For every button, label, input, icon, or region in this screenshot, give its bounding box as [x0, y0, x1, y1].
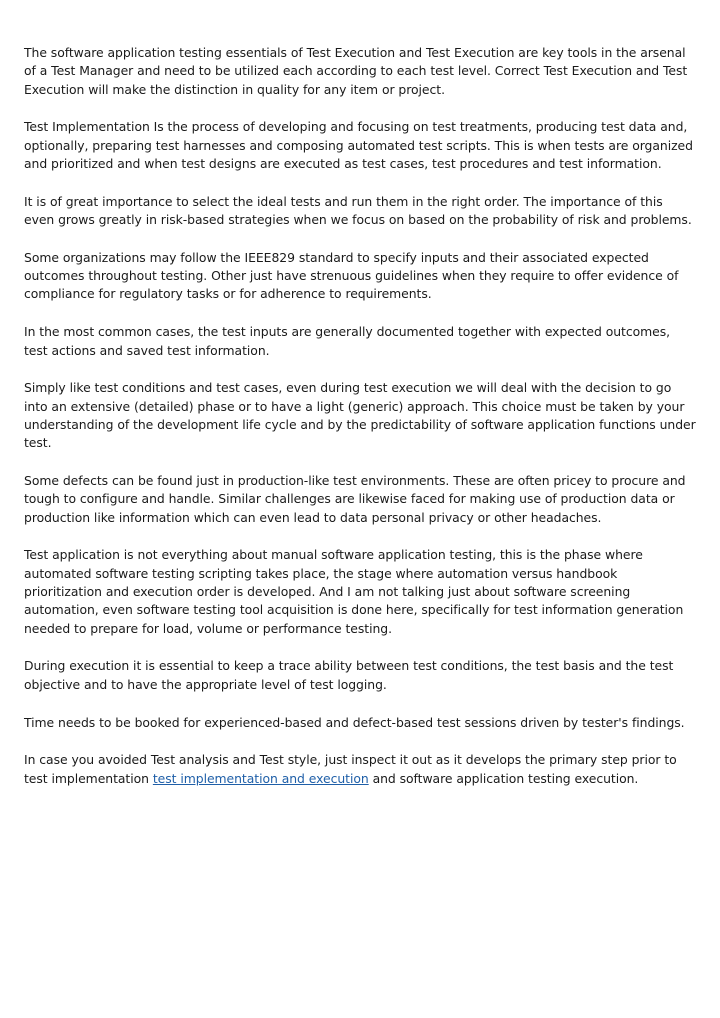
- paragraph-automation: Test application is not everything about manual software application testing, this is the phase where automated software testing scripting takes place, the stage where automation versus handbook prioritization and execution order is developed. And I am not talking just about software screening automation, even software testing tool acquisition is done here, specifically for test information generation needed to prepare for load, volume or performance testing.: [24, 547, 684, 636]
- paragraph-test-conditions: Simply like test conditions and test cases, even during test execution we will deal with the decision to go into an extensive (detailed) phase or to have a light (generic) approach. This choice must be taken by your understanding of the development life cycle and by the predictability of software application functions under test.: [24, 380, 696, 451]
- article-body: [24, 44, 696, 807]
- paragraph-intro: The software application testing essentials of Test Execution and Test Execution are key tools in the arsenal of a Test Manager and need to be utilized each according to each test level. Correct Test Execution and Test Execution will make the distinction in quality for any item or project.: [24, 45, 688, 97]
- paragraph-traceability: During execution it is essential to keep a trace ability between test conditions, the test basis and the test objective and to have the appropriate level of test logging.: [24, 658, 674, 692]
- paragraph-common-cases: In the most common cases, the test inputs are generally documented together with expected outcomes, test actions and saved test information.: [24, 324, 671, 358]
- conclusion-text-before-link: In case you avoided Test analysis and Test style, just inspect it out as it develops the primary step prior to test implementation: [24, 752, 677, 786]
- paragraph-ieee829: Some organizations may follow the IEEE829 standard to specify inputs and their associated expected outcomes throughout testing. Other just have strenuous guidelines when they require to offer evidence of compliance for regulatory tasks or for adherence to requirements.: [24, 249, 679, 302]
- paragraph-time-booking: Time needs to be booked for experienced-based and defect-based test sessions driven by tester's findings.: [24, 714, 685, 730]
- paragraph-select-tests: It is of great importance to select the ideal tests and run them in the right order. The importance of this even grows greatly in risk-based strategies when we focus on based on the probability of risk and problems.: [24, 193, 692, 228]
- paragraph-test-implementation: Test Implementation Is the process of developing and focusing on test treatments, producing test data and, optionally, preparing test harnesses and composing automated test scripts. This is when tests are organized and prioritized and when test designs are executed as test cases, test procedures and test information.: [24, 119, 693, 171]
- paragraph-defects: Some defects can be found just in production-like test environments. These are often pricey to procure and tough to configure and handle. Similar challenges are likewise faced for making use of production data or production like information which can even lead to data personal privacy or other headaches.: [24, 473, 686, 525]
- test-implementation-link[interactable]: test implementation and execution: [152, 770, 369, 786]
- paragraph-conclusion: [24, 751, 696, 788]
- conclusion-text-after-link: and software application testing execution.: [368, 770, 639, 786]
